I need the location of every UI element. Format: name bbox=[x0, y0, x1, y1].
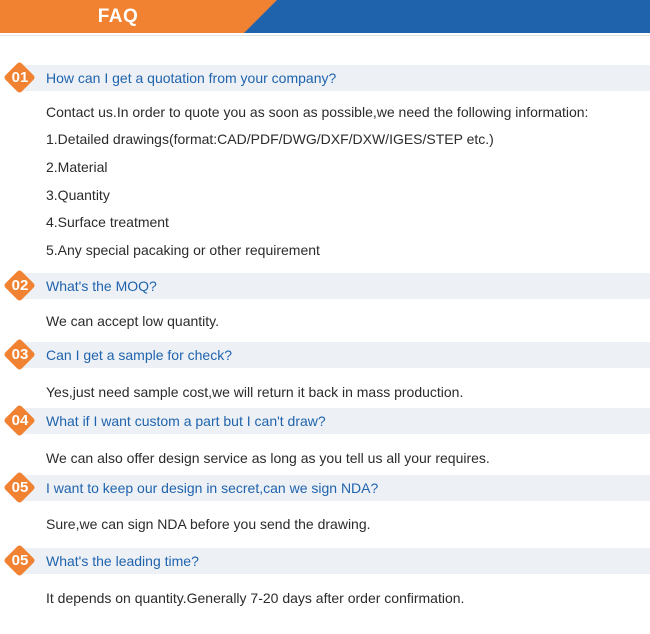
question-number: 02 bbox=[11, 277, 29, 294]
question-text: What if I want custom a part but I can't draw? bbox=[46, 413, 326, 429]
question-text: I want to keep our design in secret,can we sign NDA? bbox=[46, 480, 379, 496]
question-number: 05 bbox=[11, 552, 29, 569]
page-title: FAQ bbox=[97, 6, 139, 27]
answer-line: Yes,just need sample cost,we will return it back in mass production. bbox=[46, 384, 464, 400]
question-number: 03 bbox=[11, 346, 29, 363]
faq-header bbox=[0, 0, 650, 33]
faq-question-3 bbox=[0, 342, 650, 368]
number-badge-icon bbox=[4, 545, 36, 577]
answer-line: We can accept low quantity. bbox=[46, 313, 220, 329]
answer-line: 4.Surface treatment bbox=[46, 214, 169, 230]
number-badge-icon bbox=[4, 62, 36, 94]
question-number: 05 bbox=[11, 479, 29, 496]
faq-question-6 bbox=[0, 548, 650, 574]
answer-line: We can also offer design service as long as you tell us all your requires. bbox=[46, 450, 490, 466]
faq-question-4 bbox=[0, 408, 650, 434]
faq-question-1 bbox=[0, 65, 650, 91]
question-text: How can I get a quotation from your company? bbox=[46, 70, 337, 86]
question-number: 01 bbox=[11, 69, 29, 86]
answer-line: It depends on quantity.Generally 7-20 days after order confirmation. bbox=[46, 590, 465, 606]
question-text: What's the MOQ? bbox=[46, 278, 157, 294]
answer-line: Sure,we can sign NDA before you send the drawing. bbox=[46, 516, 371, 532]
number-badge-icon bbox=[4, 405, 36, 437]
question-number: 04 bbox=[11, 412, 29, 429]
faq-question-2 bbox=[0, 273, 650, 299]
answer-line: 3.Quantity bbox=[46, 187, 110, 203]
answer-line: 5.Any special pacaking or other requirement bbox=[46, 242, 320, 258]
question-text: Can I get a sample for check? bbox=[46, 347, 232, 363]
answer-line: 1.Detailed drawings(format:CAD/PDF/DWG/DXF/DXW/IGES/STEP etc.) bbox=[46, 131, 494, 147]
number-badge-icon bbox=[4, 339, 36, 371]
answer-line: Contact us.In order to quote you as soon as possible,we need the following information: bbox=[46, 104, 589, 120]
number-badge-icon bbox=[4, 472, 36, 504]
answer-line: 2.Material bbox=[46, 159, 108, 175]
faq-question-5 bbox=[0, 475, 650, 501]
number-badge-icon bbox=[4, 270, 36, 302]
question-text: What's the leading time? bbox=[46, 553, 199, 569]
divider bbox=[0, 35, 650, 36]
